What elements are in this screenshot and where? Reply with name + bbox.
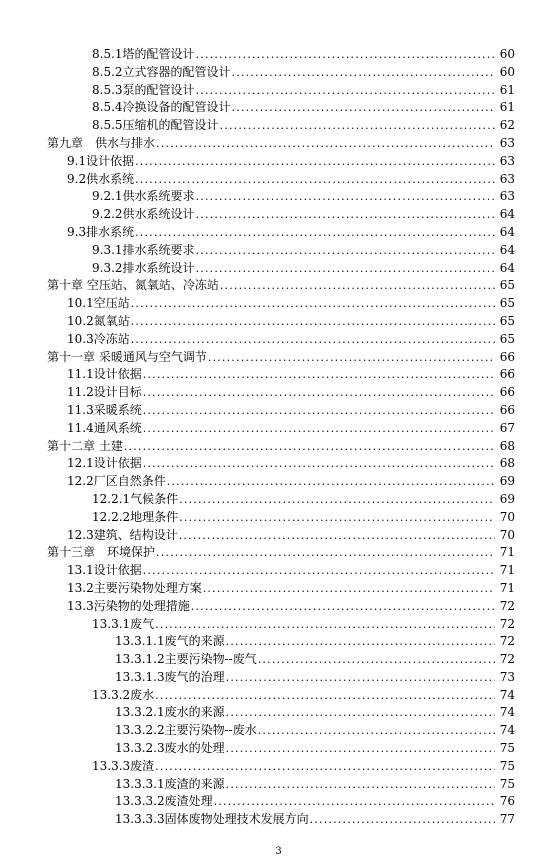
toc-entry-page-number: 72 (499, 634, 515, 649)
toc-entry-title: 13.3.3废渣 (92, 758, 155, 773)
toc-entry-page-number: 75 (499, 741, 515, 756)
toc-entry-title: 13.3.2废水 (92, 687, 155, 702)
toc-entry-title: 13.3污染物的处理措施 (67, 598, 190, 613)
toc-entry[interactable] (0, 82, 557, 100)
toc-entry[interactable] (0, 99, 557, 117)
toc-entry-page-number: 67 (499, 420, 515, 435)
toc-dot-leader (143, 366, 495, 384)
toc-entry[interactable] (0, 598, 557, 616)
toc-entry-page-number: 74 (499, 705, 515, 720)
toc-entry[interactable] (0, 295, 557, 313)
toc-entry-title: 12.3建筑、结构设计 (67, 527, 178, 542)
toc-entry-page-number: 63 (499, 153, 515, 168)
toc-dot-leader (310, 811, 495, 829)
toc-entry[interactable] (0, 633, 557, 651)
toc-entry-title: 12.1设计依据 (67, 456, 142, 471)
toc-entry-page-number: 65 (499, 296, 515, 311)
toc-entry-page-number: 72 (499, 652, 515, 667)
toc-dot-leader (226, 740, 495, 758)
toc-entry[interactable] (0, 793, 557, 811)
toc-dot-leader (143, 455, 495, 473)
toc-entry-title: 11.1设计依据 (67, 367, 142, 382)
toc-entry-page-number: 69 (499, 491, 515, 506)
toc-dot-leader (124, 438, 495, 456)
toc-entry[interactable] (0, 206, 557, 224)
toc-entry-title: 13.3.2.3废水的处理 (115, 741, 225, 756)
toc-dot-leader (167, 473, 495, 491)
toc-entry-page-number: 74 (499, 723, 515, 738)
toc-entry[interactable] (0, 776, 557, 794)
toc-entry-title: 9.2.1供水系统要求 (92, 189, 195, 204)
toc-dot-leader (232, 64, 495, 82)
toc-dot-leader (196, 242, 495, 260)
toc-entry[interactable] (0, 651, 557, 669)
toc-entry-title: 8.5.2立式容器的配管设计 (92, 64, 231, 79)
toc-entry-title: 第十章 空压站、氮氧站、冷冻站 (47, 278, 219, 293)
page-number: 3 (275, 846, 282, 857)
toc-entry-title: 13.3.1.2主要污染物--废气 (115, 652, 257, 667)
toc-entry-page-number: 62 (499, 118, 515, 133)
toc-entry-title: 11.3采暖系统 (67, 402, 142, 417)
toc-entry[interactable] (0, 64, 557, 82)
toc-entry-title: 9.3排水系统 (67, 224, 135, 239)
toc-entry-page-number: 75 (499, 758, 515, 773)
toc-entry-page-number: 64 (499, 242, 515, 257)
toc-entry[interactable] (0, 242, 557, 260)
toc-entry-page-number: 61 (499, 100, 515, 115)
toc-entry-title: 11.4通风系统 (67, 420, 142, 435)
toc-entry-page-number: 61 (499, 82, 515, 97)
toc-entry-page-number: 70 (499, 527, 515, 542)
toc-entry-title: 8.5.1塔的配管设计 (92, 47, 195, 61)
toc-entry-page-number: 69 (499, 474, 515, 489)
toc-entry[interactable] (0, 46, 557, 64)
toc-entry-page-number: 65 (499, 278, 515, 293)
toc-entry-page-number: 64 (499, 260, 515, 275)
toc-entry-page-number: 63 (499, 189, 515, 204)
toc-entry[interactable] (0, 491, 557, 509)
toc-entry-page-number: 68 (499, 438, 515, 453)
toc-dot-leader (196, 260, 495, 278)
toc-dot-leader (220, 277, 495, 295)
toc-entry[interactable] (0, 402, 557, 420)
toc-entry-page-number: 74 (499, 687, 515, 702)
toc-entry[interactable] (0, 811, 557, 829)
toc-entry[interactable] (0, 509, 557, 527)
toc-dot-leader (196, 46, 495, 64)
toc-entry[interactable] (0, 527, 557, 545)
toc-entry-page-number: 63 (499, 135, 515, 150)
toc-dot-leader (226, 704, 495, 722)
toc-dot-leader (155, 758, 495, 776)
toc-entry-page-number: 66 (499, 385, 515, 400)
toc-dot-leader (131, 331, 495, 349)
toc-entry[interactable] (0, 313, 557, 331)
toc-entry[interactable] (0, 384, 557, 402)
toc-entry-title: 12.2.1气候条件 (92, 491, 179, 506)
toc-entry-title: 10.1空压站 (67, 296, 130, 311)
toc-entry[interactable] (0, 188, 557, 206)
toc-entry[interactable] (0, 580, 557, 598)
toc-entry-title: 13.1设计依据 (67, 563, 142, 578)
toc-entry[interactable] (0, 366, 557, 384)
toc-entry-page-number: 76 (499, 794, 515, 809)
toc-entry[interactable] (0, 704, 557, 722)
toc-entry[interactable] (0, 473, 557, 491)
toc-entry[interactable] (0, 544, 557, 562)
toc-entry[interactable] (0, 562, 557, 580)
toc-entry[interactable] (0, 616, 557, 634)
toc-entry[interactable] (0, 758, 557, 776)
toc-dot-leader (258, 722, 495, 740)
toc-entry-page-number: 72 (499, 598, 515, 613)
toc-dot-leader (179, 491, 495, 509)
toc-dot-leader (156, 544, 495, 562)
toc-entry[interactable] (0, 438, 557, 456)
toc-entry-title: 9.3.1排水系统要求 (92, 242, 195, 257)
toc-entry-page-number: 71 (499, 545, 515, 560)
toc-dot-leader (135, 224, 495, 242)
toc-entry-title: 13.3.3.1废渣的来源 (115, 776, 225, 791)
toc-dot-leader (196, 206, 495, 224)
toc-entry-page-number: 64 (499, 207, 515, 222)
toc-entry-title: 10.2氮氧站 (67, 313, 130, 328)
toc-entry-title: 11.2设计目标 (67, 385, 142, 400)
toc-dot-leader (143, 384, 495, 402)
toc-dot-leader (226, 669, 495, 687)
toc-entry[interactable] (0, 349, 557, 367)
toc-dot-leader (196, 188, 495, 206)
toc-dot-leader (143, 402, 495, 420)
toc-dot-leader (143, 562, 495, 580)
toc-dot-leader (135, 171, 495, 189)
toc-dot-leader (226, 633, 495, 651)
toc-entry-title: 12.2.2地理条件 (92, 509, 179, 524)
toc-entry-title: 第十三章 环境保护 (47, 545, 156, 560)
toc-dot-leader (155, 687, 495, 705)
toc-entry-page-number: 71 (499, 563, 515, 578)
toc-entry[interactable] (0, 669, 557, 687)
toc-dot-leader (226, 776, 495, 794)
toc-entry[interactable] (0, 455, 557, 473)
toc-entry-title: 9.2供水系统 (67, 171, 135, 186)
toc-dot-leader (179, 509, 495, 527)
toc-dot-leader (179, 527, 495, 545)
toc-entry-title: 8.5.5压缩机的配管设计 (92, 118, 219, 133)
toc-dot-leader (131, 313, 495, 331)
toc-entry[interactable] (0, 420, 557, 438)
toc-dot-leader (155, 616, 495, 634)
toc-entry-page-number: 60 (499, 64, 515, 79)
toc-entry-title: 13.3.2.1废水的来源 (115, 705, 225, 720)
toc-dot-leader (214, 793, 495, 811)
toc-entry-title: 第十一章 采暖通风与空气调节 (47, 349, 207, 364)
toc-entry-page-number: 75 (499, 776, 515, 791)
toc-entry-page-number: 66 (499, 402, 515, 417)
toc-entry[interactable] (0, 722, 557, 740)
toc-dot-leader (208, 349, 495, 367)
toc-entry[interactable] (0, 171, 557, 189)
toc-entry[interactable] (0, 260, 557, 278)
toc-entry-title: 13.3.2.2主要污染物--废水 (115, 723, 257, 738)
toc-entry-page-number: 70 (499, 509, 515, 524)
toc-entry-page-number: 71 (499, 580, 515, 595)
toc-dot-leader (203, 580, 495, 598)
toc-dot-leader (135, 153, 495, 171)
toc-entry-page-number: 66 (499, 367, 515, 382)
toc-entry-page-number: 73 (499, 669, 515, 684)
toc-entry-title: 9.2.2供水系统设计 (92, 207, 195, 222)
toc-entry[interactable] (0, 117, 557, 135)
toc-entry-title: 第十二章 土建 (47, 438, 123, 453)
toc-entry-title: 9.3.2排水系统设计 (92, 260, 195, 275)
toc-entry-title: 12.2厂区自然条件 (67, 474, 166, 489)
toc-entry-page-number: 60 (499, 47, 515, 61)
toc-entry-title: 13.3.1.1废气的来源 (115, 634, 225, 649)
toc-entry-page-number: 65 (499, 331, 515, 346)
toc-entry[interactable] (0, 224, 557, 242)
toc-entry[interactable] (0, 687, 557, 705)
toc-dot-leader (131, 295, 495, 313)
toc-dot-leader (220, 117, 495, 135)
toc-entry-title: 8.5.4冷换设备的配管设计 (92, 100, 231, 115)
toc-entry-page-number: 64 (499, 224, 515, 239)
toc-entry-title: 第九章 供水与排水 (47, 135, 156, 150)
toc-entry-title: 10.3冷冻站 (67, 331, 130, 346)
toc-entry-page-number: 72 (499, 616, 515, 631)
toc-dot-leader (196, 82, 495, 100)
toc-dot-leader (258, 651, 495, 669)
toc-entry-title: 13.3.1废气 (92, 616, 155, 631)
toc-entry[interactable] (0, 277, 557, 295)
toc-entry-title: 13.2主要污染物处理方案 (67, 580, 202, 595)
toc-entry-title: 9.1设计依据 (67, 153, 135, 168)
toc-entry[interactable] (0, 135, 557, 153)
toc-entry-page-number: 68 (499, 456, 515, 471)
toc-entry[interactable] (0, 153, 557, 171)
toc-entry[interactable] (0, 740, 557, 758)
toc-entry-title: 8.5.3泵的配管设计 (92, 82, 195, 97)
toc-dot-leader (232, 99, 495, 117)
toc-entry-page-number: 63 (499, 171, 515, 186)
toc-entry-page-number: 65 (499, 313, 515, 328)
toc-dot-leader (143, 420, 495, 438)
table-of-contents (0, 46, 557, 829)
toc-entry-title: 13.3.3.2废渣处理 (115, 794, 213, 809)
toc-dot-leader (191, 598, 495, 616)
toc-entry-title: 13.3.1.3废气的治理 (115, 669, 225, 684)
toc-entry-title: 13.3.3.3固体废物处理技术发展方向 (115, 812, 309, 827)
toc-entry-page-number: 77 (499, 812, 515, 827)
toc-dot-leader (156, 135, 495, 153)
toc-entry-page-number: 66 (499, 349, 515, 364)
toc-entry[interactable] (0, 331, 557, 349)
